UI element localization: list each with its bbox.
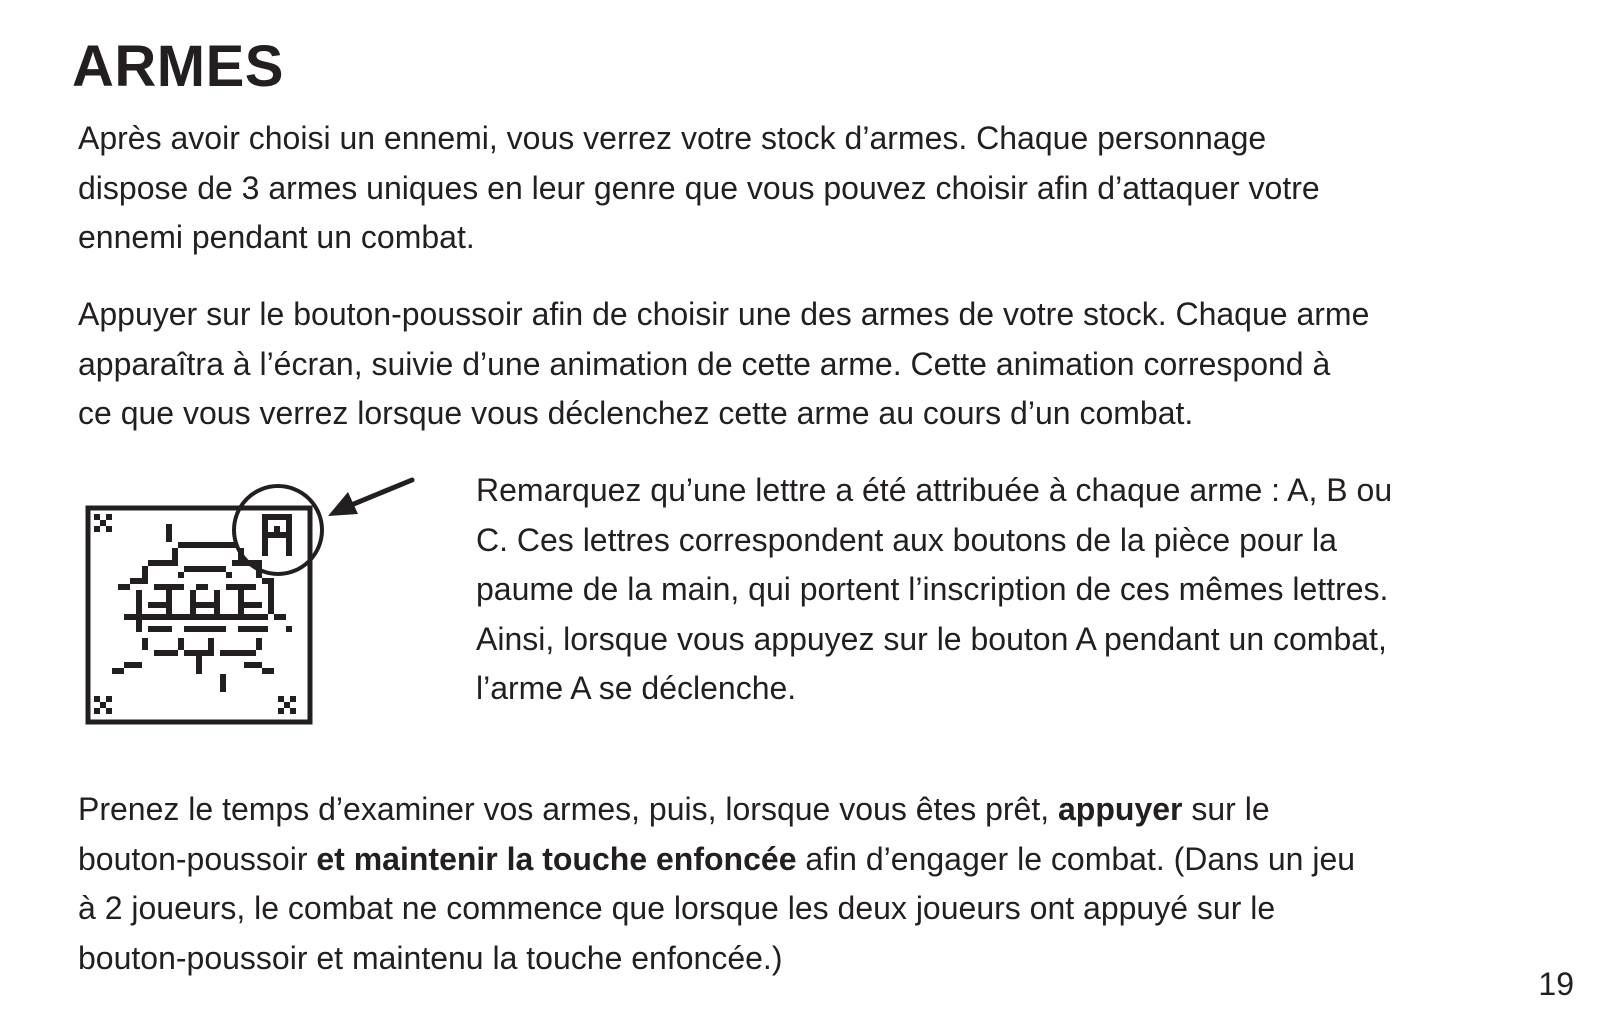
text-fragment: afin d’engager le combat. (Dans un jeu [796, 840, 1356, 877]
text-line: l’arme A se déclenche. [476, 670, 797, 706]
text-fragment: Prenez le temps d’examiner vos armes, puis, lorsque vous êtes prêt, [78, 791, 1058, 827]
text-line: Remarquez qu’une lettre a été attribuée à chaque arme : A, B ou [476, 472, 1393, 508]
letter-assignment-paragraph [476, 466, 1392, 714]
lcd-weapon-screen-icon [82, 476, 442, 746]
text-line: C. Ces lettres correspondent aux boutons de la pièce pour la [476, 521, 1337, 558]
text-line: Appuyer sur le bouton-poussoir afin de choisir une des armes de votre stock. Chaque arme [78, 296, 1370, 332]
text-line: apparaîtra à l’écran, suivie d’une animation de cette arme. Cette animation correspond à [78, 345, 1331, 382]
text-line: Ainsi, lorsque vous appuyez sur le bouton A pendant un combat, [476, 620, 1387, 657]
text-fragment: bouton-poussoir [78, 840, 317, 877]
intro-paragraph [78, 114, 1320, 263]
text-line: paume de la main, qui portent l’inscription de ces mêmes lettres. [476, 571, 1389, 607]
text-line: bouton-poussoir et maintenu la touche enfoncée.) [78, 939, 783, 976]
text-line: ennemi pendant un combat. [78, 219, 475, 255]
bold-text: appuyer [1058, 791, 1183, 827]
bold-text: et maintenir la touche enfoncée [316, 840, 797, 877]
weapon-letter-glyph [262, 514, 292, 556]
text-fragment: sur le [1182, 791, 1270, 827]
page-number: 19 [1538, 966, 1574, 1002]
start-combat-paragraph [78, 785, 1355, 983]
arrow-icon [328, 480, 412, 516]
text-line: Après avoir choisi un ennemi, vous verrez votre stock d’armes. Chaque personnage [78, 120, 1267, 156]
text-line: à 2 joueurs, le combat ne commence que lorsque les deux joueurs ont appuyé sur le [78, 890, 1276, 926]
page-title: ARMES [72, 34, 284, 99]
text-line: ce que vous verrez lorsque vous déclenchez cette arme au cours d’un combat. [78, 395, 1194, 431]
selection-paragraph [78, 290, 1369, 439]
text-line: dispose de 3 armes uniques en leur genre que vous pouvez choisir afin d’attaquer votre [78, 169, 1320, 206]
